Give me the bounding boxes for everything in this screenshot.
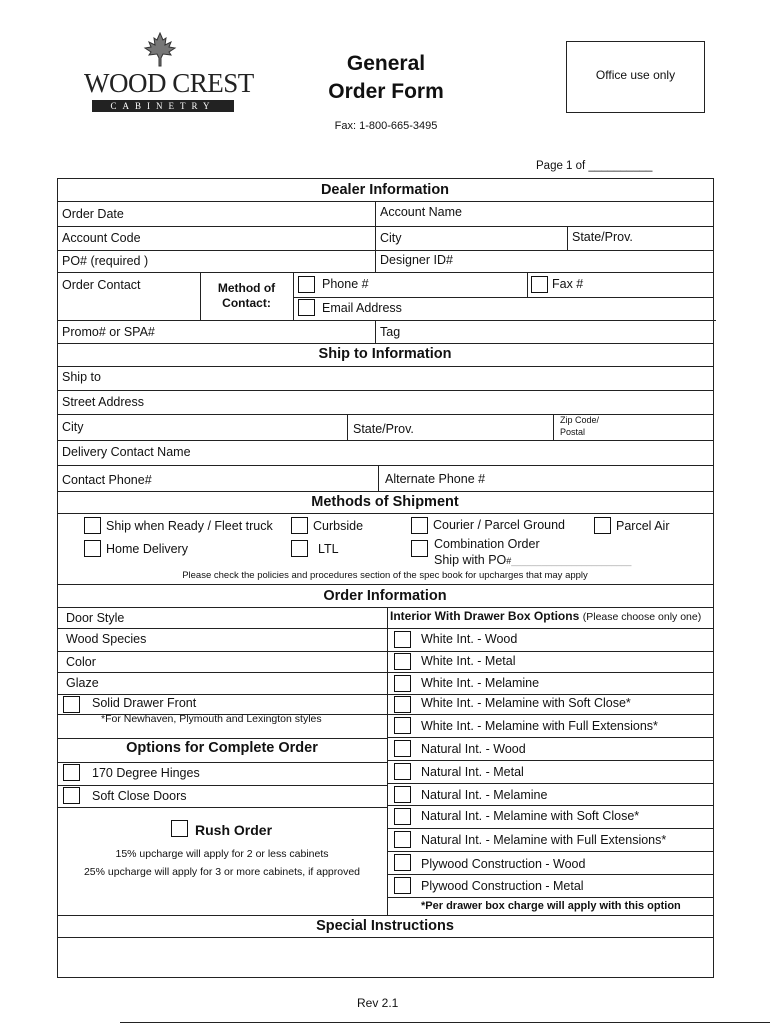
interior-option-checkbox[interactable] bbox=[394, 717, 411, 734]
maple-leaf-icon bbox=[142, 32, 178, 68]
solid-drawer-label: Solid Drawer Front bbox=[92, 696, 197, 710]
shipment-heading: Methods of Shipment bbox=[311, 494, 459, 510]
account-code-label: Account Code bbox=[62, 231, 141, 245]
wood-species-label: Wood Species bbox=[66, 632, 147, 646]
interior-options-header bbox=[390, 609, 701, 623]
tag-label: Tag bbox=[380, 325, 401, 339]
interior-option-checkbox[interactable] bbox=[394, 854, 411, 871]
account-name-label: Account Name bbox=[380, 205, 462, 219]
interior-option-label: Natural Int. - Wood bbox=[421, 742, 526, 756]
fleet-truck-checkbox[interactable] bbox=[84, 517, 101, 534]
interior-option-checkbox[interactable] bbox=[394, 675, 411, 692]
interior-option-checkbox[interactable] bbox=[394, 763, 411, 780]
fax-label: Fax # bbox=[552, 277, 584, 291]
rush-order-label: Rush Order bbox=[195, 822, 273, 838]
drawer-charge-note: *Per drawer box charge will apply with this option bbox=[421, 900, 681, 912]
interior-option-label: White Int. - Wood bbox=[421, 632, 518, 646]
logo-name: WOOD CREST bbox=[84, 68, 254, 98]
office-use-box bbox=[566, 41, 705, 113]
solid-drawer-checkbox[interactable] bbox=[63, 696, 80, 713]
dealer-info-heading: Dealer Information bbox=[320, 182, 450, 198]
zip-label-line2: Postal bbox=[560, 427, 586, 437]
ship-with-po-field[interactable]: ________________________ bbox=[511, 556, 632, 566]
interior-option-label: Natural Int. - Metal bbox=[421, 765, 524, 779]
rush-order-checkbox[interactable] bbox=[171, 820, 188, 837]
delivery-contact-label: Delivery Contact Name bbox=[62, 445, 191, 459]
solid-drawer-note: *For Newhaven, Plymouth and Lexington styles bbox=[101, 713, 322, 725]
interior-option-label: White Int. - Metal bbox=[421, 654, 516, 668]
courier-label: Courier / Parcel Ground bbox=[433, 518, 566, 532]
curbside-label: Curbside bbox=[313, 519, 364, 533]
rush-note-2: 25% upcharge will apply for 3 or more cabinets, if approved bbox=[83, 866, 361, 878]
ship-with-po-row bbox=[434, 553, 631, 567]
email-checkbox[interactable] bbox=[298, 299, 315, 316]
office-use-label: Office use only bbox=[595, 68, 676, 82]
color-label: Color bbox=[66, 655, 96, 669]
parcel-air-checkbox[interactable] bbox=[594, 517, 611, 534]
dealer-city-label: City bbox=[380, 231, 402, 245]
ship-to-label: Ship to bbox=[62, 370, 101, 384]
interior-option-checkbox[interactable] bbox=[394, 740, 411, 757]
home-delivery-label: Home Delivery bbox=[106, 542, 188, 556]
street-address-label: Street Address bbox=[62, 395, 144, 409]
soft-close-label: Soft Close Doors bbox=[92, 789, 187, 803]
ltl-label: LTL bbox=[318, 542, 339, 556]
revision-label: Rev 2.1 bbox=[357, 996, 399, 1010]
hinges-checkbox[interactable] bbox=[63, 764, 80, 781]
home-delivery-checkbox[interactable] bbox=[84, 540, 101, 557]
fax-number: Fax: 1-800-665-3495 bbox=[334, 120, 438, 132]
promo-label: Promo# or SPA# bbox=[62, 325, 155, 339]
designer-id-label: Designer ID# bbox=[380, 253, 453, 267]
company-logo bbox=[84, 30, 254, 120]
special-instructions-heading: Special Instructions bbox=[316, 918, 454, 934]
interior-option-label: Natural Int. - Melamine with Soft Close* bbox=[421, 809, 640, 823]
interior-option-label: Natural Int. - Melamine with Full Extensions* bbox=[421, 833, 667, 847]
interior-option-label: Natural Int. - Melamine bbox=[421, 788, 548, 802]
page-total-field[interactable]: __________ bbox=[588, 160, 653, 172]
po-label: PO# (required ) bbox=[62, 254, 149, 268]
ltl-checkbox[interactable] bbox=[291, 540, 308, 557]
method-of-contact-line2: Contact: bbox=[222, 296, 271, 310]
phone-checkbox[interactable] bbox=[298, 276, 315, 293]
curbside-checkbox[interactable] bbox=[291, 517, 308, 534]
email-label: Email Address bbox=[322, 301, 402, 315]
contact-phone-label: Contact Phone# bbox=[62, 473, 152, 487]
ship-state-label: State/Prov. bbox=[353, 422, 414, 436]
ship-city-label: City bbox=[62, 420, 84, 434]
alternate-phone-label: Alternate Phone # bbox=[385, 472, 486, 486]
interior-option-checkbox[interactable] bbox=[394, 631, 411, 648]
interior-option-label: Plywood Construction - Metal bbox=[421, 879, 584, 893]
method-of-contact-line1: Method of bbox=[217, 281, 276, 295]
door-style-label: Door Style bbox=[66, 611, 125, 625]
interior-option-checkbox[interactable] bbox=[394, 808, 411, 825]
zip-label-line1: Zip Code/ bbox=[560, 415, 600, 425]
dealer-state-label: State/Prov. bbox=[572, 230, 633, 244]
combination-order-checkbox[interactable] bbox=[411, 540, 428, 557]
special-instructions-field[interactable] bbox=[59, 939, 711, 975]
page-label: Page 1 of bbox=[536, 160, 589, 172]
courier-checkbox[interactable] bbox=[411, 517, 428, 534]
interior-option-checkbox[interactable] bbox=[394, 831, 411, 848]
form-title-line1: General bbox=[346, 52, 426, 75]
interior-option-label: White Int. - Melamine bbox=[421, 676, 540, 690]
shipment-policy-note: Please check the policies and procedures section of the spec book for upcharges that may apply bbox=[182, 570, 588, 581]
interior-option-label: White Int. - Melamine with Full Extensions* bbox=[421, 719, 658, 733]
fleet-truck-label: Ship when Ready / Fleet truck bbox=[106, 519, 273, 533]
options-heading: Options for Complete Order bbox=[126, 740, 318, 756]
interior-option-checkbox[interactable] bbox=[394, 877, 411, 894]
combination-order-label: Combination Order bbox=[434, 537, 540, 551]
hinges-label: 170 Degree Hinges bbox=[92, 766, 200, 780]
soft-close-checkbox[interactable] bbox=[63, 787, 80, 804]
rush-note-1: 15% upcharge will apply for 2 or less cabinets bbox=[115, 848, 329, 860]
order-contact-label: Order Contact bbox=[62, 278, 141, 292]
interior-option-checkbox[interactable] bbox=[394, 696, 411, 713]
interior-option-label: Plywood Construction - Wood bbox=[421, 857, 586, 871]
interior-option-label: White Int. - Melamine with Soft Close* bbox=[421, 696, 631, 710]
parcel-air-label: Parcel Air bbox=[616, 519, 670, 533]
fax-checkbox[interactable] bbox=[531, 276, 548, 293]
logo-subtitle: CABINETRY bbox=[110, 101, 216, 111]
interior-options-note: (Please choose only one) bbox=[582, 611, 702, 623]
ship-info-heading: Ship to Information bbox=[318, 346, 452, 362]
order-date-label: Order Date bbox=[62, 207, 124, 221]
glaze-label: Glaze bbox=[66, 676, 99, 690]
page-count bbox=[536, 160, 652, 172]
interior-options-heading: Interior With Drawer Box Options bbox=[390, 609, 580, 623]
order-info-heading: Order Information bbox=[323, 588, 447, 604]
form-title-line2: Order Form bbox=[328, 80, 444, 103]
ship-with-po-label: Ship with PO bbox=[434, 553, 507, 567]
phone-label: Phone # bbox=[322, 277, 369, 291]
interior-option-checkbox[interactable] bbox=[394, 786, 411, 803]
interior-option-checkbox[interactable] bbox=[394, 653, 411, 670]
ship-with-po-hash: # bbox=[506, 556, 512, 566]
